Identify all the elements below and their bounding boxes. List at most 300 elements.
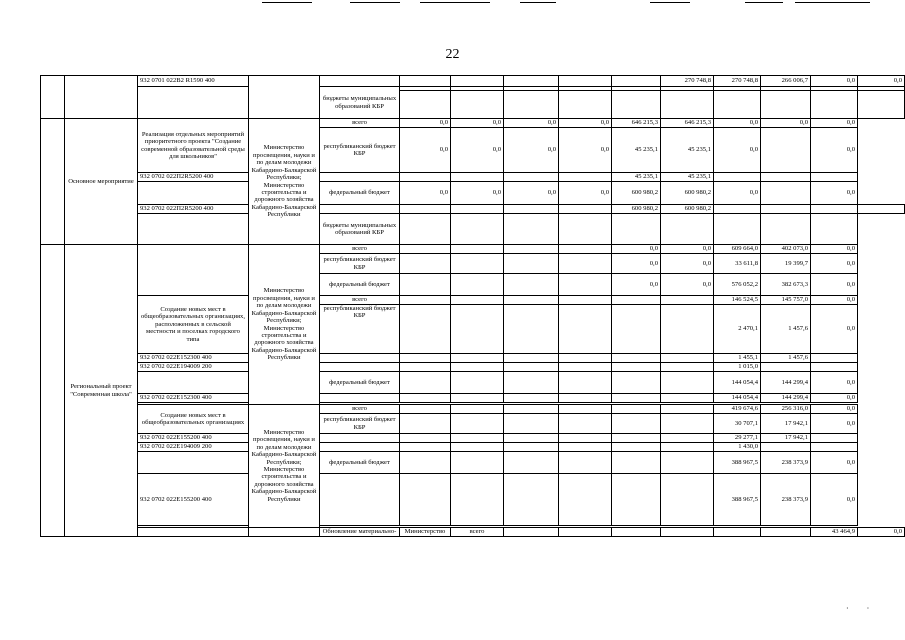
table-cell [451,414,504,434]
top-rule [795,2,870,3]
table-cell [811,173,858,182]
value-cell: 382 673,3 [761,274,811,296]
table-cell [400,76,451,87]
table-cell [559,528,612,537]
table-cell [249,76,320,119]
value-cell: 646 215,3 [612,119,661,128]
page-number: 22 [445,47,460,62]
value-cell: 0,0 [451,119,504,128]
table-cell [451,354,504,363]
measure-title: Реализация отдельных мероприятий приоритетного проекта "Создание современной образовательной среды для школьников" [138,119,249,173]
table-cell [504,296,559,305]
table-cell [400,372,451,394]
top-rule [520,2,556,3]
table-row [41,205,905,214]
table-cell [761,182,811,205]
table-cell [400,474,451,526]
table-cell [451,91,504,119]
table-cell [504,363,559,372]
table-cell [504,394,559,403]
table-cell [612,474,661,526]
table-cell [400,405,451,414]
table-cell [661,405,714,414]
value-cell: 45 235,1 [661,173,714,182]
value-cell: 45 235,1 [612,128,661,173]
value-cell: 0,0 [714,128,761,173]
table-cell [661,305,714,354]
value-cell: 266 006,7 [761,76,811,87]
row-label-fed: федеральный бюджет [320,274,400,296]
row-label-vsego: всего [320,119,400,128]
budget-code: 932 0702 022Е155200 400 [138,474,249,526]
value-cell: 0,0 [811,452,858,474]
table-cell [451,214,504,245]
budget-code: 932 0702 022Е155200 400 [138,434,249,443]
table-cell [612,354,661,363]
table-cell [320,394,400,403]
table-cell [811,363,858,372]
value-cell: 402 073,0 [761,245,811,254]
value-cell: 1 015,0 [714,363,761,372]
table-cell [249,528,320,537]
table-cell [559,372,612,394]
table-cell [811,443,858,452]
table-cell [559,296,612,305]
table-cell [811,214,858,245]
table-cell [661,296,714,305]
table-cell [661,528,714,537]
budget-source: бюджеты муниципальных образований КБР [320,87,400,119]
value-cell: 33 611,8 [714,254,761,274]
table-row [41,363,905,372]
table-cell [559,394,612,403]
table-cell [41,245,65,537]
table-cell [559,452,612,474]
table-cell [451,205,504,214]
value-cell: 1 457,6 [761,354,811,363]
value-cell: 0,0 [811,474,858,526]
value-cell: 0,0 [451,128,504,173]
value-cell: 43 464,9 [811,528,858,537]
table-cell [400,254,451,274]
table-cell [811,354,858,363]
table-cell [400,296,451,305]
value-cell: 0,0 [612,245,661,254]
value-cell: 0,0 [811,182,858,205]
measure-title: Обновление материально- [320,528,400,537]
value-cell: 600 980,2 [612,205,661,214]
table-cell [761,363,811,372]
value-cell: 146 524,5 [714,296,761,305]
table-cell [559,274,612,296]
table-cell [559,305,612,354]
table-cell [400,452,451,474]
measure-title: Создание новых мест в общеобразовательных организациях, расположенных в сельской местности и поселках городского типа [138,296,249,354]
table-cell [559,363,612,372]
table-cell [811,91,858,119]
table-cell [451,274,504,296]
table-cell [858,91,905,119]
table-cell [400,363,451,372]
table-cell [320,474,400,526]
table-row [41,526,905,527]
table-row [41,245,905,254]
table-cell [451,474,504,526]
table-cell [451,452,504,474]
value-cell: 576 052,2 [714,274,761,296]
table-row [41,405,905,414]
value-cell: 29 277,1 [714,434,761,443]
row-label-resp: республиканский бюджет КБР [320,128,400,173]
table-cell [320,173,400,182]
table-cell [138,452,249,474]
table-cell [661,443,714,452]
value-cell: 646 215,3 [661,119,714,128]
budget-source: бюджеты муниципальных образований КБР [320,214,400,245]
table-cell [559,173,612,182]
table-cell [559,354,612,363]
row-label-vsego: всего [320,405,400,414]
value-cell: 0,0 [400,128,451,173]
scan-mark: · · [846,604,878,613]
value-cell: 1 455,1 [714,354,761,363]
table-cell [504,414,559,434]
table-row [41,296,905,305]
table-cell [612,528,661,537]
table-cell [612,305,661,354]
responsible-org: Министерство просвещения, науки и по делам молодежи Кабардино-Балкарской Республики; Министерство строительства и дорожного хозяйства Кабардино-Балкарской Республики [249,119,320,245]
row-label-fed: федеральный бюджет [320,452,400,474]
table-cell [612,372,661,394]
value-cell: 17 942,1 [761,414,811,434]
value-cell: 0,0 [400,119,451,128]
value-cell: 19 399,7 [761,254,811,274]
measure-title: Создание новых мест в общеобразовательных организациях [138,405,249,434]
table-cell [400,173,451,182]
value-cell: 30 707,1 [714,414,761,434]
table-cell [559,214,612,245]
table-cell [451,76,504,87]
category-label: Основное мероприятие [65,119,138,245]
table-cell [400,414,451,434]
table-cell [138,245,249,296]
value-cell: 144 299,4 [761,372,811,394]
table-cell [612,296,661,305]
table-row [41,434,905,443]
value-cell: 144 054,4 [714,372,761,394]
table-cell [320,434,400,443]
value-cell: 256 316,0 [761,405,811,414]
value-cell: 600 980,2 [612,182,661,205]
table-row [41,182,905,204]
table-cell [451,173,504,182]
table-cell [612,214,661,245]
value-cell: 0,0 [811,119,858,128]
table-cell [451,394,504,403]
value-cell: 0,0 [612,254,661,274]
table-cell [559,205,612,214]
table-cell [320,205,400,214]
budget-code: 932 0702 022Е152300 400 [138,394,249,403]
table-cell [504,528,559,537]
table-cell [504,214,559,245]
table-cell [761,528,811,537]
value-cell: 270 748,8 [661,76,714,87]
row-label-resp: республиканский бюджет КБР [320,254,400,274]
value-cell: 1 457,6 [761,305,811,354]
value-cell: 0,0 [811,296,858,305]
table-cell [612,452,661,474]
table-cell [559,245,612,254]
table-cell [858,205,905,214]
value-cell: 270 748,8 [714,76,761,87]
table-cell [761,91,811,119]
table-row [41,452,905,474]
budget-code: 932 0702 022П2R5200 400 [138,173,249,182]
table-cell [400,434,451,443]
table-cell [811,205,858,214]
table-cell [661,214,714,245]
table-cell [559,434,612,443]
table-cell [714,205,761,214]
value-cell: 419 674,6 [714,405,761,414]
table-row [41,394,905,403]
value-cell: 0,0 [559,119,612,128]
table-cell [400,205,451,214]
table-cell [504,434,559,443]
value-cell: 388 967,5 [714,474,761,526]
value-cell: 0,0 [811,372,858,394]
table-row [41,173,905,182]
value-cell: 0,0 [811,76,858,87]
value-cell: 144 054,4 [714,394,761,403]
table-cell [320,363,400,372]
value-cell: 0,0 [858,76,905,87]
value-cell: 0,0 [811,254,858,274]
table-cell [138,214,249,245]
row-label-fed: федеральный бюджет [320,372,400,394]
table-cell [661,363,714,372]
table-cell [661,452,714,474]
row-label-vsego: всего [320,245,400,254]
table-cell [612,394,661,403]
table-cell [504,354,559,363]
table-cell [661,434,714,443]
table-cell [661,372,714,394]
table-cell [400,274,451,296]
table-cell [811,434,858,443]
table-cell [41,119,65,245]
table-cell [451,245,504,254]
table-cell [612,91,661,119]
table-cell [451,443,504,452]
table-cell [504,452,559,474]
table-cell [138,528,249,537]
budget-table [40,75,905,537]
value-cell: 0,0 [451,182,504,205]
table-cell [504,372,559,394]
value-cell: 0,0 [661,254,714,274]
table-cell [451,296,504,305]
table-cell [559,474,612,526]
value-cell: 0,0 [811,305,858,354]
category-label: Региональный проект "Современная школа" [65,245,138,537]
row-label-resp: республиканский бюджет КБР [320,414,400,434]
table-cell [761,173,811,182]
value-cell: 0,0 [811,245,858,254]
table-cell [41,76,65,119]
value-cell: 0,0 [714,182,761,205]
table-cell [504,274,559,296]
table-row [41,354,905,363]
responsible-org: Министерство [400,528,451,537]
value-cell: 144 299,4 [761,394,811,403]
table-cell [504,76,559,87]
table-cell [451,405,504,414]
value-cell: 45 235,1 [612,173,661,182]
value-cell: 609 664,0 [714,245,761,254]
value-cell: 0,0 [811,405,858,414]
table-cell [761,128,811,173]
value-cell: 0,0 [811,414,858,434]
value-cell: 0,0 [811,274,858,296]
budget-code: 932 0702 022Е152300 400 [138,354,249,363]
value-cell: 600 980,2 [661,205,714,214]
row-label-vsego: всего [320,296,400,305]
table-row [41,214,905,243]
budget-code: 932 0701 022В2 R1590 400 [138,76,249,87]
table-cell [451,254,504,274]
top-rule [420,2,490,3]
table-cell [400,214,451,245]
budget-code: 932 0702 022Е194009 200 [138,443,249,452]
table-cell [559,254,612,274]
table-cell [761,443,811,452]
table-cell [320,354,400,363]
table-cell [714,214,761,245]
table-row [41,403,905,404]
budget-code: 932 0702 022П2R5200 400 [138,205,249,214]
value-cell: 388 967,5 [714,452,761,474]
value-cell: 0,0 [400,182,451,205]
value-cell: 0,0 [761,119,811,128]
table-cell [761,205,811,214]
table-cell [400,394,451,403]
table-cell [612,434,661,443]
table-cell [451,363,504,372]
table-cell [612,76,661,87]
table-cell [661,354,714,363]
value-cell: 2 470,1 [714,305,761,354]
table-cell [138,372,249,394]
table-cell [451,305,504,354]
row-label-resp: республиканский бюджет КБР [320,305,400,354]
table-row [41,474,905,526]
table-row [41,119,905,128]
top-rule [350,2,400,3]
table-cell [714,173,761,182]
value-cell: 0,0 [811,128,858,173]
table-cell [451,434,504,443]
table-cell [559,443,612,452]
value-cell: 0,0 [504,128,559,173]
value-cell: 0,0 [661,245,714,254]
table-cell [761,214,811,245]
table-row [41,76,905,87]
table-cell [504,305,559,354]
table-cell [612,363,661,372]
value-cell: 45 235,1 [661,128,714,173]
table-cell [559,414,612,434]
table-cell [504,474,559,526]
row-label-fed: федеральный бюджет [320,182,400,205]
table-cell [612,414,661,434]
responsible-org: Министерство просвещения, науки и по делам молодежи Кабардино-Балкарской Республики; Министерство строительства и дорожного хозяйства Кабардино-Балкарской Республики [249,405,320,528]
value-cell: 145 757,0 [761,296,811,305]
table-cell [504,91,559,119]
responsible-org: Министерство просвещения, науки и по делам молодежи Кабардино-Балкарской Республики; Министерство строительства и дорожного хозяйства Кабардино-Балкарской Республики [249,245,320,405]
value-cell: 0,0 [612,274,661,296]
table-cell [504,405,559,414]
table-cell [320,76,400,87]
value-cell: 17 942,1 [761,434,811,443]
table-cell [504,443,559,452]
table-cell [661,474,714,526]
table-cell [661,91,714,119]
table-cell [504,245,559,254]
value-cell: 0,0 [504,182,559,205]
value-cell: 0,0 [811,394,858,403]
table-row [41,372,905,394]
table-cell [400,245,451,254]
value-cell: 0,0 [714,119,761,128]
table-cell [138,87,249,119]
top-rule [650,2,690,3]
table-cell [400,443,451,452]
table-cell [504,173,559,182]
table-cell [400,305,451,354]
table-cell [138,182,249,205]
table-cell [714,91,761,119]
value-cell: 238 373,9 [761,452,811,474]
value-cell: 0,0 [504,119,559,128]
table-cell [504,205,559,214]
table-cell [65,76,138,119]
table-cell [559,76,612,87]
table-cell [559,91,612,119]
top-rule [745,2,783,3]
table-cell [661,414,714,434]
value-cell: 0,0 [559,128,612,173]
table-cell [612,405,661,414]
budget-code: 932 0702 022Е194009 200 [138,363,249,372]
table-cell [559,405,612,414]
table-cell [661,394,714,403]
row-label-vsego: всего [451,528,504,537]
value-cell: 0,0 [858,528,905,537]
table-cell [451,372,504,394]
value-cell: 0,0 [661,274,714,296]
top-rule [262,2,312,3]
value-cell: 600 980,2 [661,182,714,205]
table-cell [320,443,400,452]
table-cell [714,528,761,537]
table-cell [400,91,451,119]
table-cell [612,443,661,452]
value-cell: 238 373,9 [761,474,811,526]
table-row [41,443,905,452]
table-cell [400,354,451,363]
